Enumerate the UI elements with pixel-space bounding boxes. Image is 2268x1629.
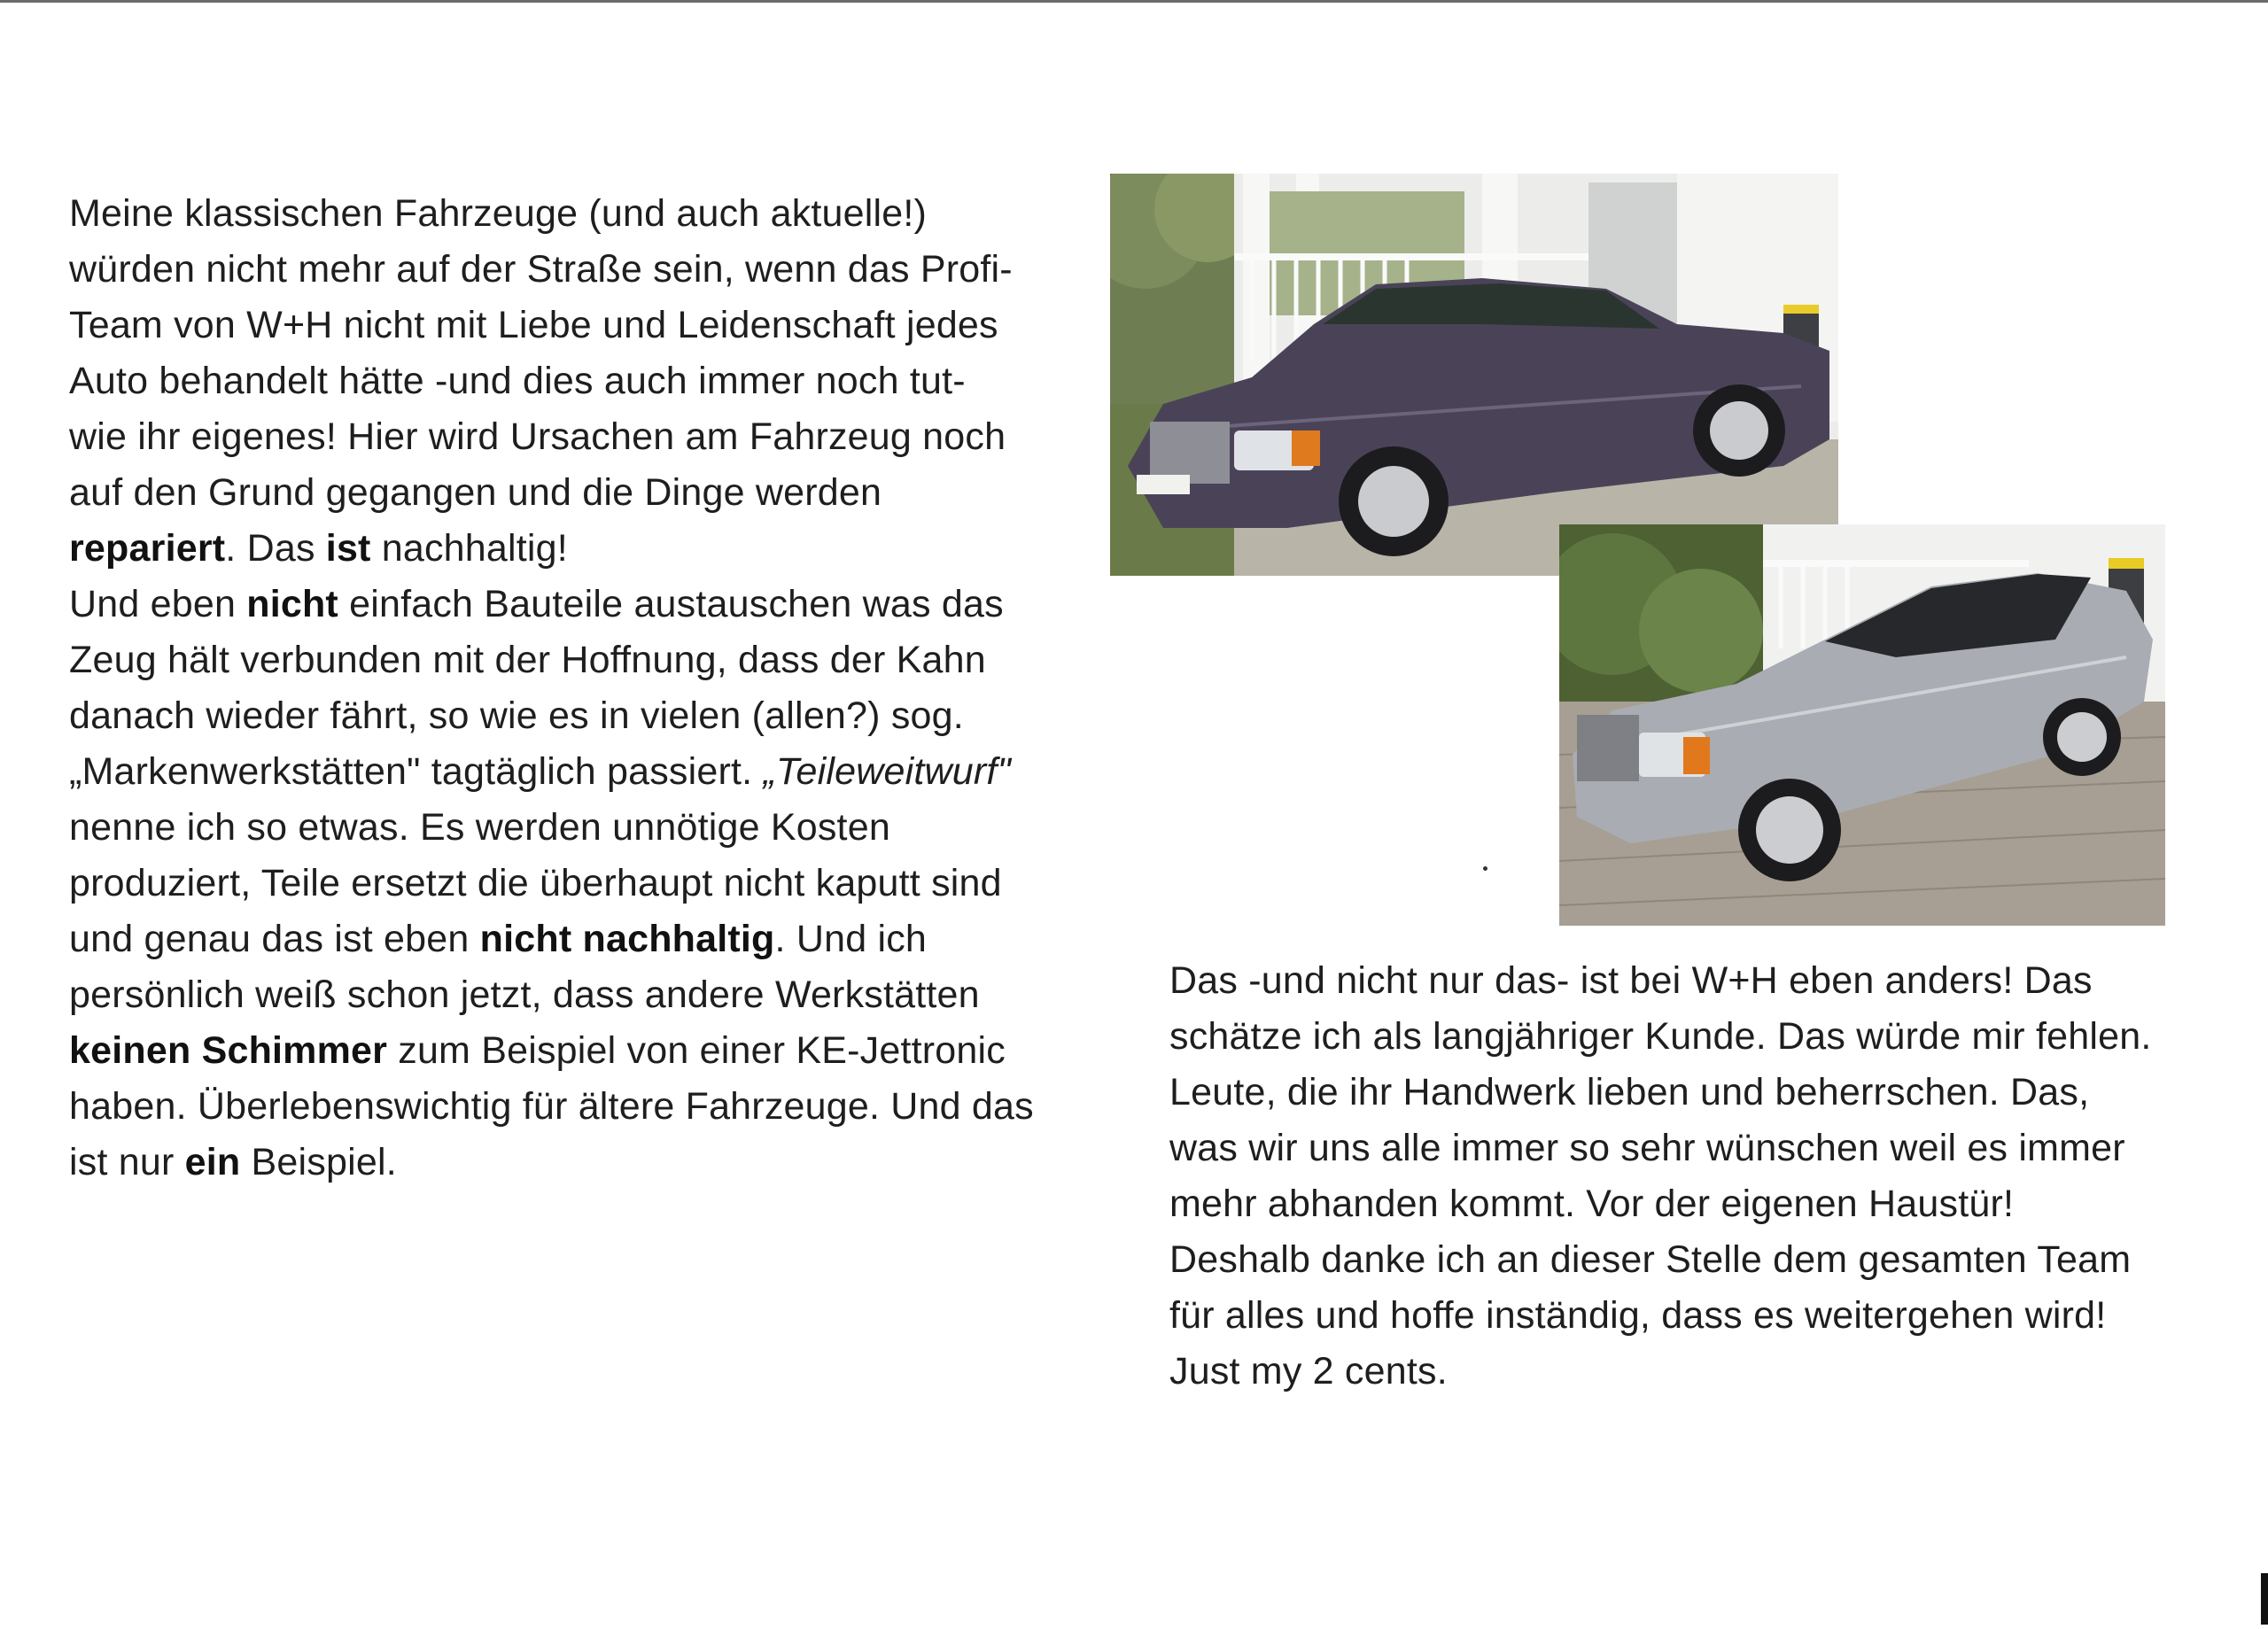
text-line: produziert, Teile ersetzt die überhaupt nicht kaputt sind — [69, 862, 1002, 904]
text-line: würden nicht mehr auf der Straße sein, wenn das Profi- — [69, 248, 1013, 291]
text-line: schätze ich als langjähriger Kunde. Das würde mir fehlen. — [1169, 1015, 2152, 1058]
scan-speck — [1483, 866, 1487, 871]
text-line: Auto behandelt hätte -und dies auch immer noch tut- — [69, 360, 966, 402]
text-line: was wir uns alle immer so sehr wünschen weil es immer — [1169, 1127, 2125, 1169]
text-line: „Markenwerkstätten" tagtäglich passiert. „Teileweitwurf" — [69, 750, 1012, 793]
bold-phrase: keinen Schimmer — [69, 1029, 388, 1072]
bold-word: repariert — [69, 527, 226, 570]
text-line: repariert. Das ist nachhaltig! — [69, 527, 568, 570]
text-line: Meine klassischen Fahrzeuge (und auch aktuelle!) — [69, 192, 928, 235]
bold-word: nicht — [246, 583, 338, 625]
page-top-border — [0, 0, 2268, 3]
convertible-illustration — [1559, 524, 2165, 926]
text-line: persönlich weiß schon jetzt, dass andere Werkstätten — [69, 974, 980, 1016]
text-line: Und eben nicht einfach Bauteile austauschen was das — [69, 583, 1004, 625]
text-line: für alles und hoffe inständig, dass es weitergehen wird! — [1169, 1294, 2107, 1337]
text-line: mehr abhanden kommt. Vor der eigenen Haustür! — [1169, 1183, 2015, 1225]
text-line: haben. Überlebenswichtig für ältere Fahrzeuge. Und das — [69, 1085, 1034, 1128]
sedan-photo — [1110, 174, 1838, 576]
convertible-photo — [1559, 524, 2165, 926]
text-line: auf den Grund gegangen und die Dinge werden — [69, 471, 882, 514]
text-line: keinen Schimmer zum Beispiel von einer KE-Jettronic — [69, 1029, 1006, 1072]
bold-word: ein — [184, 1141, 241, 1183]
italic-term: „Teileweitwurf" — [763, 750, 1012, 793]
bold-phrase: nicht nachhaltig — [479, 918, 775, 960]
sedan-illustration — [1110, 174, 1838, 576]
text-line: und genau das ist eben nicht nachhaltig. Und ich — [69, 918, 928, 960]
text-line: Just my 2 cents. — [1169, 1350, 1448, 1392]
right-text-column — [1169, 953, 2151, 1400]
text-line: Team von W+H nicht mit Liebe und Leidenschaft jedes — [69, 304, 998, 346]
text-line: danach wieder fährt, so wie es in vielen (allen?) sog. — [69, 694, 964, 737]
text-line: Deshalb danke ich an dieser Stelle dem gesamten Team — [1169, 1238, 2132, 1281]
text-line: Zeug hält verbunden mit der Hoffnung, dass der Kahn — [69, 639, 986, 681]
text-line: ist nur ein Beispiel. — [69, 1141, 397, 1183]
bold-word: ist — [325, 527, 371, 570]
scan-edge-mark — [2261, 1573, 2268, 1625]
text-line: Das -und nicht nur das- ist bei W+H eben anders! Das — [1169, 959, 2093, 1002]
text-line: wie ihr eigenes! Hier wird Ursachen am Fahrzeug noch — [69, 415, 1006, 458]
text-line: nenne ich so etwas. Es werden unnötige Kosten — [69, 806, 890, 849]
left-text-column — [69, 186, 1034, 1191]
text-line: Leute, die ihr Handwerk lieben und beherrschen. Das, — [1169, 1071, 2090, 1113]
